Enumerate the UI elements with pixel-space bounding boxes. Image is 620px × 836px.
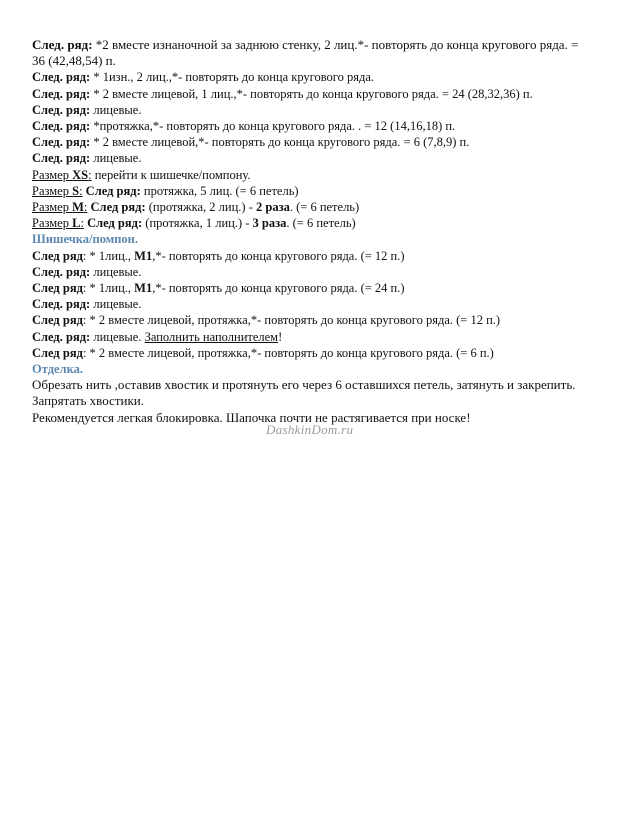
row-tail: . (= 6 петель) — [286, 216, 356, 231]
row-instruction — [32, 134, 592, 150]
row-colon: : — [136, 183, 141, 198]
row-label: След. ряд: — [32, 135, 91, 150]
watermark: DashkinDom.ru — [266, 422, 354, 437]
row-text: лицевые. — [90, 102, 142, 117]
row-instruction — [32, 264, 592, 280]
row-label: След. ряд: — [32, 151, 91, 166]
size-instruction-l — [32, 215, 592, 231]
size-code: S — [72, 183, 80, 198]
size-colon: : — [79, 183, 83, 198]
row-label: След. ряд: — [32, 86, 91, 101]
row-instruction — [32, 150, 592, 166]
row-instruction — [32, 312, 592, 328]
row-text: перейти к шишечке/помпону. — [91, 167, 251, 182]
row-text: ,*- повторять до конца кругового ряда. (= 12 п.) — [152, 248, 405, 263]
row-label: След. ряд: — [32, 70, 91, 85]
row-text: протяжка, 5 лиц. (= 6 петель) — [140, 183, 299, 198]
row-label — [86, 184, 141, 198]
m1-term: М1 — [134, 281, 153, 296]
row-label: След. ряд: — [32, 119, 91, 134]
size-word: Размер — [32, 183, 69, 198]
row-label: След ряд — [32, 281, 83, 296]
row-text: *протяжка,*- повторять до конца кругового ряда. . = 12 (14,16,18) п. — [90, 119, 456, 134]
row-text: лицевые. — [90, 264, 142, 279]
size-instruction-xs — [32, 167, 592, 183]
row-text: лицевые. — [90, 329, 145, 344]
row-instruction — [32, 37, 592, 69]
size-code: M — [72, 200, 84, 215]
row-colon: : — [141, 200, 146, 215]
row-text: : * 2 вместе лицевой, протяжка,*- повторять до конца кругового ряда. (= 12 п.) — [82, 313, 501, 328]
row-text: (протяжка, 1 лиц.) - — [142, 216, 253, 231]
size-code: L — [72, 216, 81, 231]
stuffing-note: Заполнить наполнителем — [144, 329, 279, 344]
row-label — [91, 200, 146, 214]
row-word: След ряд — [85, 183, 137, 198]
row-instruction — [32, 329, 592, 345]
row-label: След. ряд: — [32, 329, 91, 344]
row-label: След. ряд: — [32, 264, 91, 279]
row-text: : * 1лиц., — [82, 248, 135, 263]
row-text: лицевые. — [90, 151, 142, 166]
row-instruction — [32, 69, 592, 85]
row-label: След ряд — [32, 248, 83, 263]
size-colon: : — [88, 167, 92, 182]
row-label: След. ряд: — [32, 297, 91, 312]
blocking-note: Рекомендуется легкая блокировка. Шапочка почти не растягивается при носке! — [32, 409, 471, 425]
row-text: : * 1лиц., — [82, 281, 135, 296]
size-word: Размер — [32, 167, 69, 182]
row-text: * 2 вместе лицевой,*- повторять до конца кругового ряда. = 6 (7,8,9) п. — [90, 135, 470, 150]
size-label — [32, 168, 92, 182]
repeat-count: 3 раза — [252, 216, 287, 231]
size-instruction-s — [32, 183, 592, 199]
size-word: Размер — [32, 200, 69, 215]
row-colon: : — [137, 216, 143, 231]
size-label — [32, 200, 87, 214]
row-instruction — [32, 102, 592, 118]
repeat-count: 2 раза — [256, 200, 290, 215]
size-instruction-m — [32, 199, 592, 215]
row-word: След ряд — [87, 216, 138, 231]
section-heading-pompom: Шишечка/помпон. — [32, 232, 139, 247]
row-label: След ряд — [32, 313, 83, 328]
m1-term: М1 — [134, 248, 153, 263]
row-label: След ряд — [32, 345, 83, 360]
size-colon: : — [83, 200, 88, 215]
section-heading-finishing: Отделка. — [32, 362, 83, 377]
row-text: * 1изн., 2 лиц.,*- повторять до конца кругового ряда. — [90, 70, 375, 85]
row-text: ,*- повторять до конца кругового ряда. (= 24 п.) — [152, 281, 405, 296]
size-word: Размер — [32, 216, 69, 231]
row-text: * 2 вместе лицевой, 1 лиц.,*- повторять до конца кругового ряда. = 24 (28,32,36) п. — [90, 86, 533, 101]
row-label: След. ряд: — [32, 37, 93, 52]
row-instruction — [32, 86, 592, 102]
row-text: : * 2 вместе лицевой, протяжка,*- повторять до конца кругового ряда. (= 6 п.) — [82, 345, 494, 360]
row-text: лицевые. — [90, 297, 142, 312]
row-instruction — [32, 248, 592, 264]
row-tail: ! — [278, 329, 283, 344]
row-word: След ряд — [90, 200, 142, 215]
row-label — [87, 216, 142, 230]
size-label — [32, 184, 83, 198]
size-colon: : — [80, 216, 84, 231]
row-text: *2 вместе изнаночной за заднюю стенку, 2 лиц.*- повторять до конца кругового ряда. = 36 (42,48,54) п. — [32, 37, 579, 69]
row-tail: . (= 6 петель) — [289, 200, 360, 215]
row-instruction — [32, 118, 592, 134]
row-text: (протяжка, 2 лиц.) - — [145, 200, 256, 215]
row-label: След. ряд: — [32, 102, 91, 117]
finishing-paragraph: Обрезать нить ,оставив хвостик и протянуть его через 6 оставшихся петель, затянуть и закрепить. Запрятать хвостики. — [32, 377, 576, 409]
pattern-text — [32, 37, 592, 426]
row-instruction — [32, 345, 592, 361]
row-instruction — [32, 296, 592, 312]
size-label — [32, 216, 84, 230]
size-code: XS — [72, 167, 89, 182]
row-instruction — [32, 280, 592, 296]
